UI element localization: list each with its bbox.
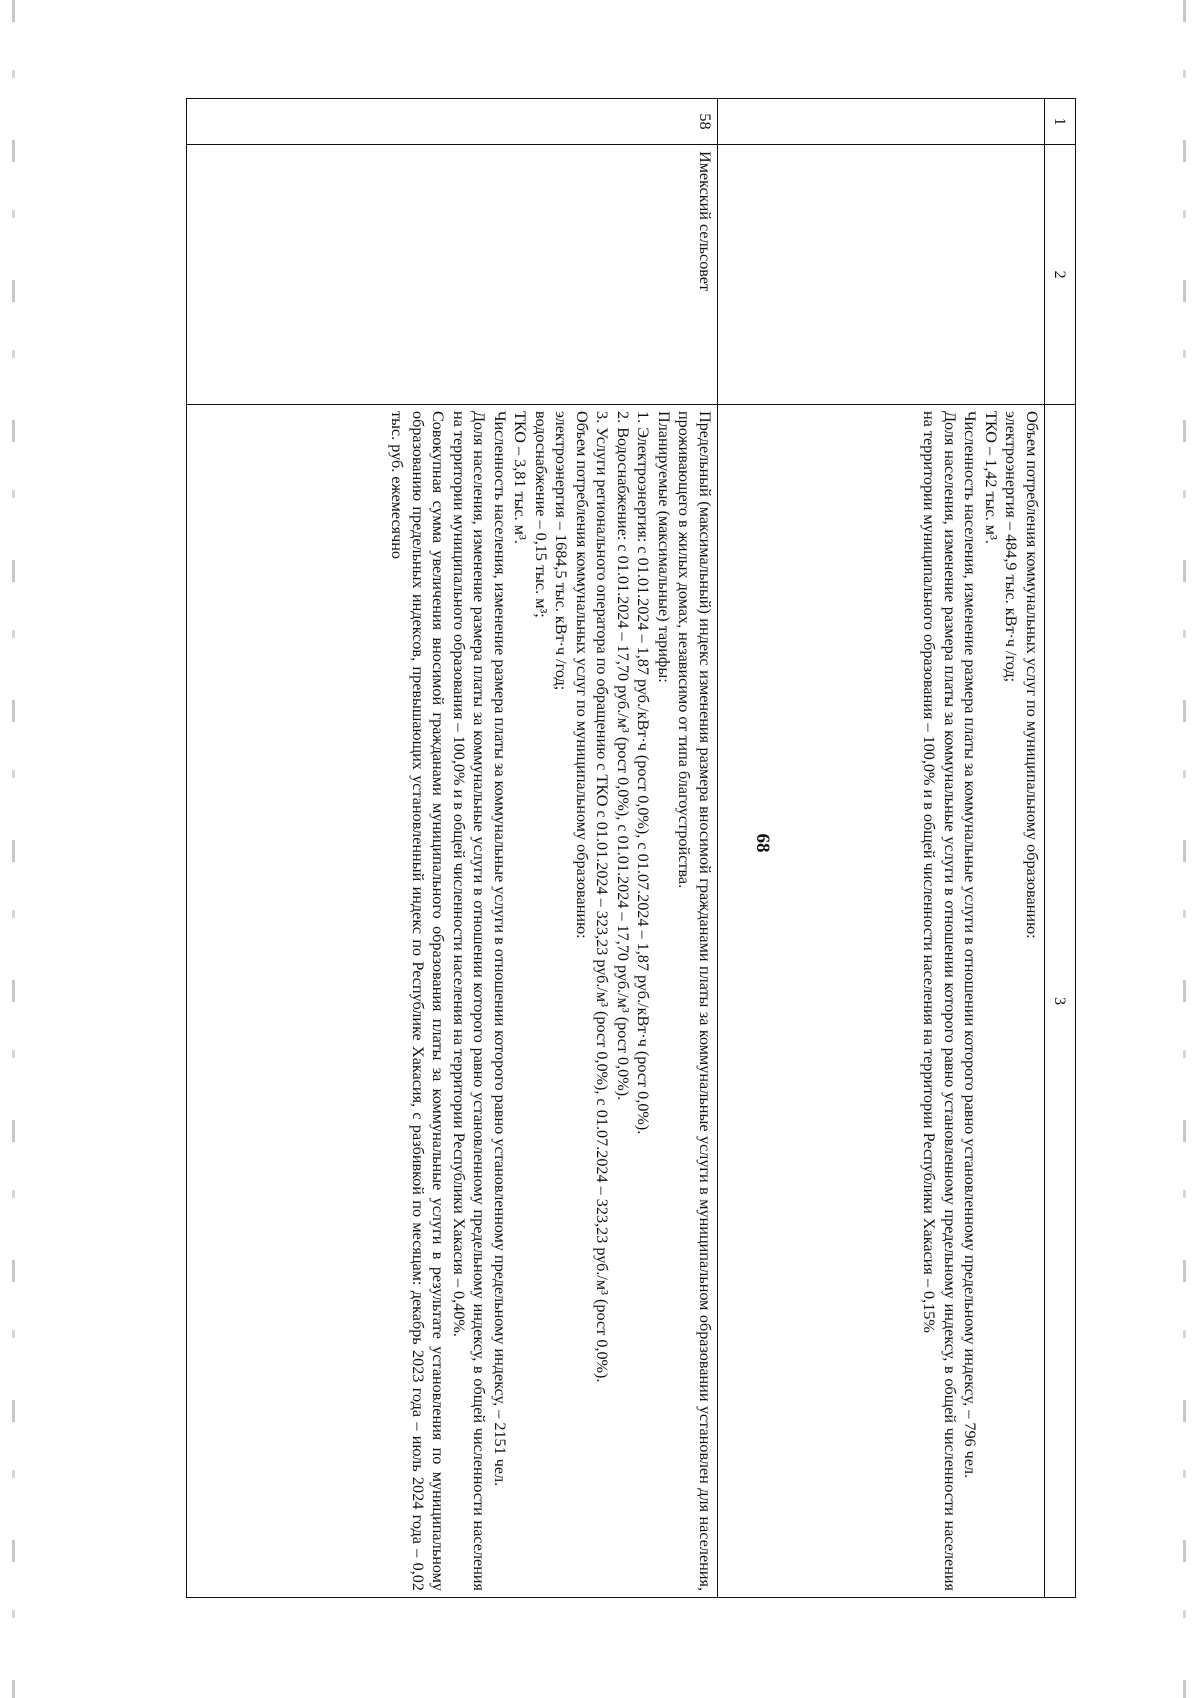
table-header-row <box>1045 99 1076 1598</box>
description-line: Совокупная сумма увеличения вносимой гражданами муниципального образования платы за коммунальные услуги в результате установления по муниципальному образованию предельных индексов, превышающих установленный индекс по Республике Хакасия, с разбивкой по месяцам: декабрь 2023 года – июль 2024 года – 0,02 тыс. руб. ежемесячно <box>388 411 448 1591</box>
description-line: водоснабжение – 0,15 тыс. м³; <box>532 411 550 618</box>
description-line: Объем потребления коммунальных услуг по муниципальному образованию: <box>1023 411 1041 939</box>
page-number: 68 <box>752 833 773 853</box>
rotated-page-content <box>186 98 1076 1598</box>
description-line: Предельный (максимальный) индекс изменения размера вносимой гражданами платы за коммунальные услуги в муниципальном образовании установлен для населения, проживающего в жилых домах, независимо от типа благоустройства. <box>675 411 714 1591</box>
description-line: 2. Водоснабжение: с 01.01.2024 – 17,70 руб./м³ (рост 0,0%), с 01.01.2024 – 17,70 руб./м³ (рост 0,0%). <box>614 411 632 1101</box>
row-description <box>187 405 718 1598</box>
description-line: Доля населения, изменение размера платы за коммунальные услуги в отношении которого равно установленному предельному индексу, в общей численности населения на территории муниципального образования – 100,0% и в общей численности населения на территории Республики Хакасия – 0,15% <box>920 411 959 1591</box>
description-line: 3. Услуги регионального оператора по обращению с ТКО с 01.01.2024 – 323,23 руб./м³ (рост 0,0%), с 01.07.2024 – 323,23 руб./м³ (рост 0,0%). <box>593 411 612 1383</box>
tariff-table <box>186 98 1076 1598</box>
description-line: Доля населения, изменение размера платы за коммунальные услуги в отношении которого равно установленному предельному индексу, в общей численности населения на территории муниципального образования – 100,0% и в общей численности населения на территории Республики Хакасия – 0,40%. <box>450 411 489 1591</box>
description-line: Численность населения, изменение размера платы за коммунальные услуги в отношении которого равно установленному предельному индексу, – 2151 чел. <box>491 411 509 1487</box>
description-line: ТКО – 1,42 тыс. м³. <box>982 411 1000 544</box>
description-line: электроэнергия – 1684,5 тыс. кВт·ч /год; <box>552 411 571 691</box>
row-description <box>718 405 1045 1598</box>
description-line: ТКО – 3,81 тыс. м³. <box>511 411 530 544</box>
municipality-name: Имекский сельсовет <box>187 145 718 405</box>
description-line: Объем потребления коммунальных услуг по муниципальному образованию: <box>573 411 591 939</box>
municipality-name <box>718 145 1045 405</box>
table-row <box>718 99 1045 1598</box>
row-number: 58 <box>187 99 718 145</box>
scan-edge-right <box>1183 0 1186 1698</box>
table-row <box>187 99 718 1598</box>
column-header-2: 2 <box>1045 145 1076 405</box>
description-line: электроэнергия – 484,9 тыс. кВт·ч /год; <box>1002 411 1021 683</box>
description-line: 1. Электроэнергия: с 01.01.2024 – 1,87 руб./кВт·ч (рост 0,0%), с 01.07.2024 – 1,87 руб./кВт·ч (рост 0,0%). <box>634 411 653 1135</box>
column-header-1: 1 <box>1045 99 1076 145</box>
description-line: Планируемые (максимальные) тарифы: <box>655 411 673 683</box>
column-header-3: 3 <box>1045 405 1076 1598</box>
row-number <box>718 99 1045 145</box>
scan-edge-left <box>12 0 15 1698</box>
description-line: Численность населения, изменение размера платы за коммунальные услуги в отношении которого равно установленному предельному индексу, – 796 чел. <box>961 411 980 1479</box>
